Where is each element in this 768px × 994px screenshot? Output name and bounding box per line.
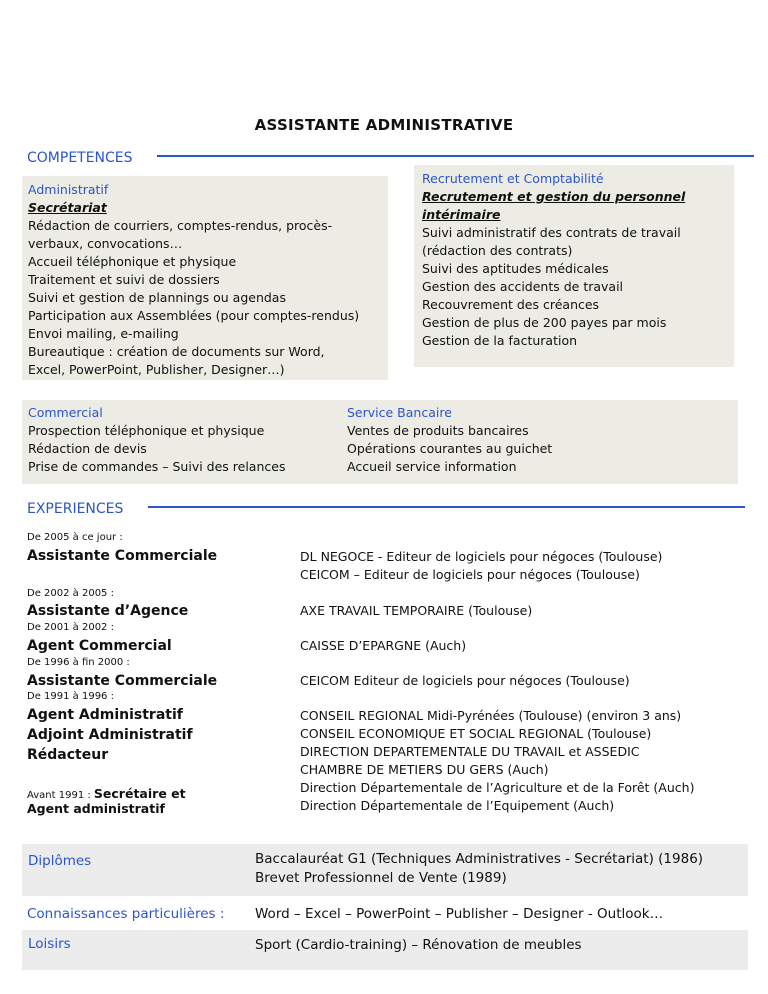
recrutement-line: Recouvrement des créances <box>422 297 600 312</box>
recrutement-block <box>422 170 685 350</box>
admin-line: Accueil téléphonique et physique <box>28 254 237 269</box>
experience-employer: CAISSE D’EPARGNE (Auch) <box>300 638 467 653</box>
recrutement-line: Gestion de plus de 200 payes par mois <box>422 315 667 330</box>
experience-employer: DL NEGOCE - Editeur de logiciels pour négoces (Toulouse) <box>300 549 663 564</box>
experience-role: Agent Commercial <box>27 638 172 654</box>
experience-details <box>300 548 662 584</box>
experience-role: Rédacteur <box>27 747 109 763</box>
experience-details <box>300 672 630 690</box>
experience-period: De 1996 à fin 2000 : <box>27 657 130 668</box>
experience-employer: Direction Départementale de l’Agriculture et de la Forêt (Auch) <box>300 780 695 795</box>
experience-before-1991 <box>27 783 186 802</box>
commercial-heading: Commercial <box>28 405 103 420</box>
experience-period: De 1991 à 1996 : <box>27 691 114 702</box>
admin-line: Traitement et suivi de dossiers <box>28 272 220 287</box>
commercial-block <box>28 404 285 476</box>
admin-line: Rédaction de courriers, comptes-rendus, procès- <box>28 218 333 233</box>
connaissances-label: Connaissances particulières : <box>27 906 225 922</box>
commercial-line: Prise de commandes – Suivi des relances <box>28 459 286 474</box>
experience-details <box>300 602 532 620</box>
bancaire-line: Ventes de produits bancaires <box>347 423 529 438</box>
recrutement-line: Suivi des aptitudes médicales <box>422 261 609 276</box>
recrutement-subheading-1: Recrutement et gestion du personnel <box>422 189 686 204</box>
admin-line: verbaux, convocations… <box>28 236 183 251</box>
recrutement-line: Suivi administratif des contrats de travail <box>422 225 681 240</box>
diplomes-label: Diplômes <box>28 853 92 869</box>
bancaire-heading: Service Bancaire <box>347 405 452 420</box>
experience-role: Secrétaire et <box>93 786 186 801</box>
experience-period: De 2005 à ce jour : <box>27 532 123 543</box>
experience-details <box>300 637 466 655</box>
commercial-line: Rédaction de devis <box>28 441 147 456</box>
recrutement-line: Gestion de la facturation <box>422 333 578 348</box>
recrutement-subheading-2: intérimaire <box>422 207 501 222</box>
admin-line: Suivi et gestion de plannings ou agendas <box>28 290 286 305</box>
secretariat-subheading: Secrétariat <box>28 200 107 215</box>
experience-role: Assistante Commerciale <box>27 673 218 689</box>
loisirs-value: Sport (Cardio-training) – Rénovation de meubles <box>255 937 582 953</box>
admin-line: Excel, PowerPoint, Publisher, Designer…) <box>28 362 285 377</box>
bancaire-line: Opérations courantes au guichet <box>347 441 553 456</box>
recrutement-line: Gestion des accidents de travail <box>422 279 624 294</box>
bancaire-block <box>347 404 552 476</box>
experience-roles <box>27 705 193 765</box>
experience-employer: CEICOM Editeur de logiciels pour négoces (Toulouse) <box>300 673 630 688</box>
experience-employer: CONSEIL ECONOMIQUE ET SOCIAL REGIONAL (Toulouse) <box>300 726 652 741</box>
loisirs-label: Loisirs <box>28 936 71 952</box>
experience-role: Adjoint Administratif <box>27 727 193 743</box>
experience-role: Agent administratif <box>27 801 165 816</box>
recrutement-heading: Recrutement et Comptabilité <box>422 171 604 186</box>
experience-employer: CONSEIL REGIONAL Midi-Pyrénées (Toulouse) (environ 3 ans) <box>300 708 682 723</box>
experience-employer: Direction Départementale de l’Equipement (Auch) <box>300 798 615 813</box>
experience-role: Agent Administratif <box>27 707 183 723</box>
document-title: ASSISTANTE ADMINISTRATIVE <box>254 116 514 134</box>
experience-period: De 2002 à 2005 : <box>27 588 114 599</box>
diplome-item: Brevet Professionnel de Vente (1989) <box>255 870 507 886</box>
commercial-line: Prospection téléphonique et physique <box>28 423 265 438</box>
recrutement-line: (rédaction des contrats) <box>422 243 573 258</box>
administratif-heading: Administratif <box>28 182 109 197</box>
experience-period: Avant 1991 : <box>27 790 94 801</box>
admin-line: Bureautique : création de documents sur Word, <box>28 344 325 359</box>
experience-employer: AXE TRAVAIL TEMPORAIRE (Toulouse) <box>300 603 533 618</box>
diplomes-values <box>255 850 703 888</box>
competences-rule <box>157 155 754 157</box>
experience-employer: DIRECTION DEPARTEMENTALE DU TRAVAIL et ASSEDIC <box>300 744 640 759</box>
experience-details <box>300 707 694 815</box>
experience-period: De 2001 à 2002 : <box>27 622 114 633</box>
bancaire-line: Accueil service information <box>347 459 517 474</box>
competences-heading: COMPETENCES <box>27 150 133 166</box>
admin-line: Envoi mailing, e-mailing <box>28 326 179 341</box>
experience-employer: CEICOM – Editeur de logiciels pour négoces (Toulouse) <box>300 567 640 582</box>
experience-role: Assistante d’Agence <box>27 603 189 619</box>
admin-line: Participation aux Assemblées (pour comptes-rendus) <box>28 308 360 323</box>
experiences-heading: EXPERIENCES <box>27 501 124 517</box>
connaissances-value: Word – Excel – PowerPoint – Publisher – Designer - Outlook… <box>255 906 664 922</box>
administratif-block <box>28 181 359 379</box>
experience-role: Assistante Commerciale <box>27 548 218 564</box>
experiences-rule <box>148 506 745 508</box>
diplome-item: Baccalauréat G1 (Techniques Administratives - Secrétariat) (1986) <box>255 851 704 867</box>
experience-employer: CHAMBRE DE METIERS DU GERS (Auch) <box>300 762 549 777</box>
